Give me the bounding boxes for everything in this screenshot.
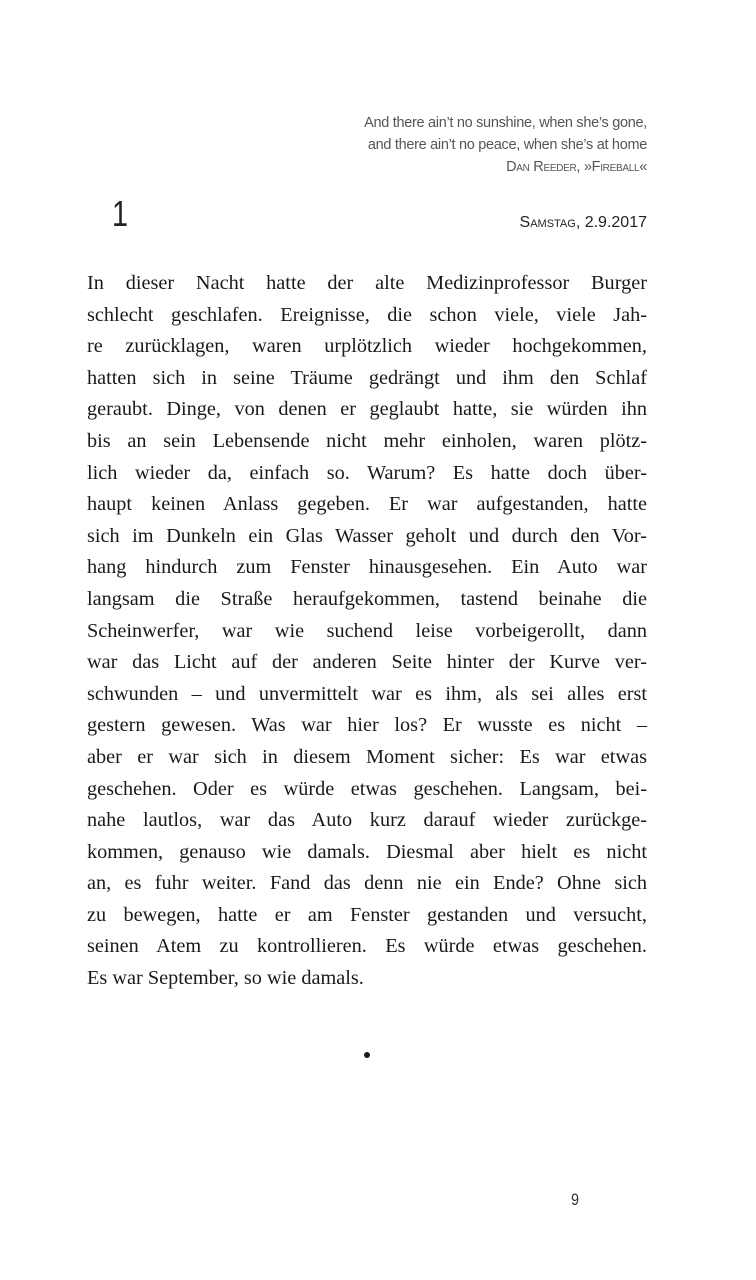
section-break-dot [364, 1052, 370, 1058]
body-line: langsam die Straße heraufgekommen, tastend beinahe die [87, 587, 647, 610]
body-line: schlecht geschlafen. Ereignisse, die schon viele, viele Jah- [87, 303, 647, 326]
body-line: aber er war sich in diesem Moment sicher: Es war etwas [87, 745, 647, 768]
body-line: hatten sich in seine Träume gedrängt und ihm den Schlaf [87, 366, 647, 389]
page-number: 9 [571, 1190, 580, 1209]
epigraph-attribution: Dan Reeder, »Fireball« [506, 159, 647, 175]
chapter-number: 1 [112, 193, 129, 234]
body-line: gestern gewesen. Was war hier los? Er wusste es nicht – [87, 714, 647, 737]
body-line: re zurücklagen, waren urplötzlich wieder hochgekommen, [87, 335, 647, 358]
body-line: kommen, genauso wie damals. Diesmal aber hielt es nicht [87, 840, 647, 863]
body-line: sich im Dunkeln ein Glas Wasser geholt und durch den Vor- [87, 524, 647, 547]
body-line: seinen Atem zu kontrollieren. Es würde etwas geschehen. [87, 935, 647, 958]
body-line: an, es fuhr weiter. Fand das denn nie ein Ende? Ohne sich [87, 872, 647, 895]
body-line: Scheinwerfer, war wie suchend leise vorbeigerollt, dann [87, 619, 647, 642]
body-line: bis an sein Lebensende nicht mehr einholen, waren plötz- [87, 429, 647, 452]
chapter-date: Samstag, 2.9.2017 [519, 214, 647, 231]
body-line: nahe lautlos, war das Auto kurz darauf wieder zurückge- [87, 809, 647, 832]
epigraph-line: And there ain’t no sunshine, when she’s gone, [364, 115, 647, 131]
body-text [87, 268, 647, 995]
epigraph [364, 112, 647, 178]
body-line: haupt keinen Anlass gegeben. Er war aufgestanden, hatte [87, 493, 647, 516]
body-line: hang hindurch zum Fenster hinausgesehen. Ein Auto war [87, 556, 647, 579]
epigraph-line: and there ain’t no peace, when she’s at home [367, 137, 647, 153]
body-line: lich wieder da, einfach so. Warum? Es hatte doch über- [87, 461, 647, 484]
body-line: In dieser Nacht hatte der alte Medizinprofessor Burger [87, 272, 647, 294]
body-line: geraubt. Dinge, von denen er geglaubt hatte, sie würden ihn [87, 398, 647, 421]
body-line: zu bewegen, hatte er am Fenster gestanden und versucht, [87, 903, 647, 926]
body-line: war das Licht auf der anderen Seite hinter der Kurve ver- [87, 651, 647, 674]
body-line: geschehen. Oder es würde etwas geschehen. Langsam, bei- [87, 777, 647, 800]
body-line: schwunden – und unvermittelt war es ihm, als sei alles erst [87, 682, 647, 705]
body-line: Es war September, so wie damals. [87, 967, 364, 990]
